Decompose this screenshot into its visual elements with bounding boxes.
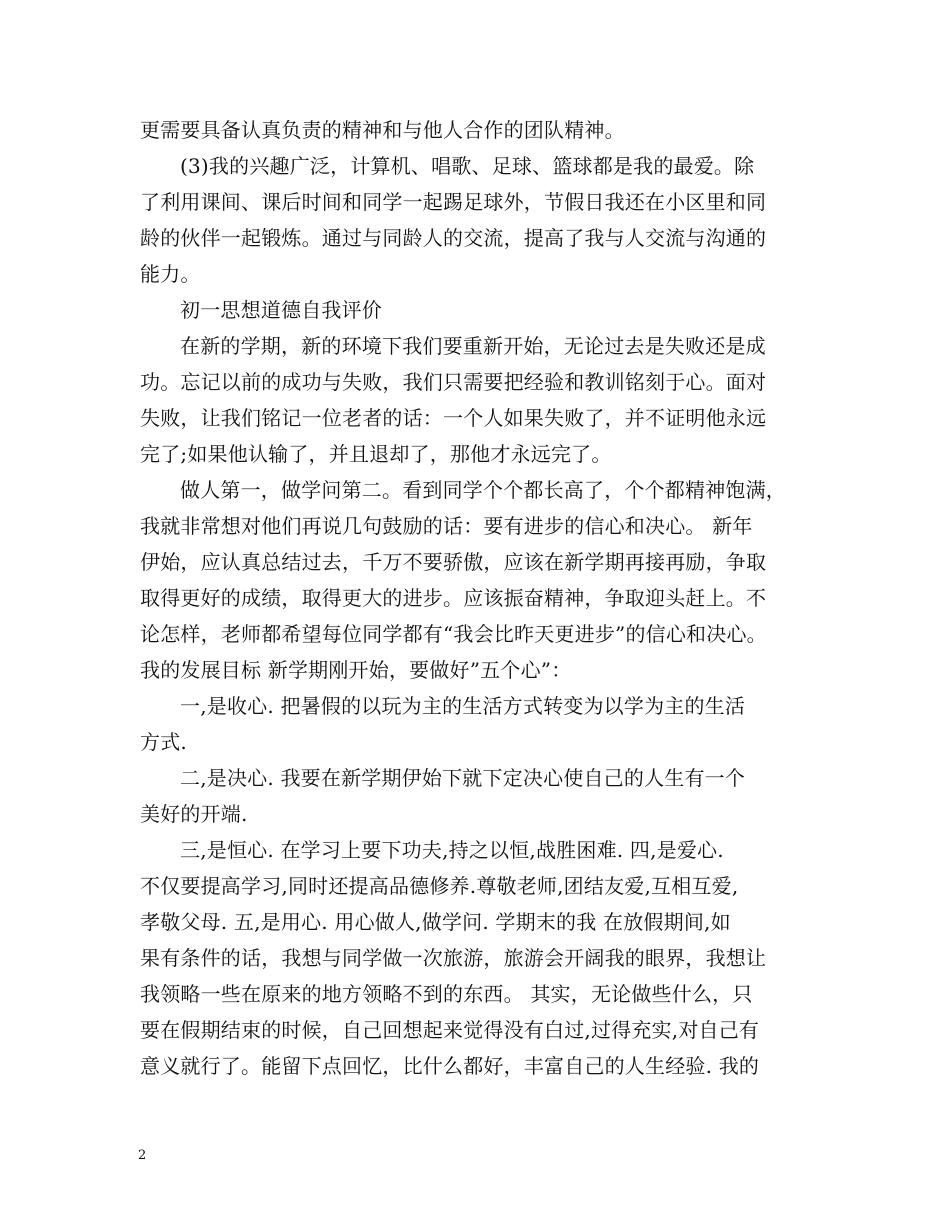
text-line: 了利用课间、课后时间和同学一起踢足球外，节假日我还在小区里和同 [140,190,767,214]
text-line: 二,是决心. 我要在新学期伊始下就下定决心使自己的人生有一个 [180,766,746,790]
page-number: 2 [138,1148,147,1163]
text-line: 在新的学期，新的环境下我们要重新开始，无论过去是失败还是成 [180,334,766,358]
text-line: 不仅要提高学习,同时还提高品德修养.尊敬老师,团结友爱,互相互爱, [140,874,739,898]
text-line: 我领略一些在原来的地方领略不到的东西。 其实，无论做些什么，只 [140,982,753,1006]
text-line: 能力。 [140,262,201,286]
text-line: 方式. [140,730,187,754]
text-line: 完了;如果他认输了，并且退却了，那他才永远完了。 [140,442,612,466]
text-line: 我就非常想对他们再说几句鼓励的话：要有进步的信心和决心。 新年 [140,514,753,538]
text-line: 三,是恒心. 在学习上要下功夫,持之以恒,战胜困难. 四,是爱心. [180,838,724,862]
text-line: 果有条件的话，我想与同学做一次旅游，旅游会开阔我的眼界，我想让 [140,946,767,970]
text-line: 意义就行了。能留下点回忆，比什么都好，丰富自己的人生经验. 我的 [140,1054,760,1078]
text-line: 我的发展目标 新学期刚开始，要做好”五个心”： [140,658,572,682]
text-line: 功。忘记以前的成功与失败，我们只需要把经验和教训铭刻于心。面对 [140,370,767,394]
text-line: 论怎样，老师都希望每位同学都有“我会比昨天更进步”的信心和决心。 [140,622,767,646]
text-line: 孝敬父母. 五,是用心. 用心做人,做学问. 学期末的我 在放假期间,如 [140,910,731,934]
text-line: 更需要具备认真负责的精神和与他人合作的团队精神。 [140,118,625,142]
text-line: 美好的开端. [140,802,248,826]
text-line: (3)我的兴趣广泛，计算机、唱歌、足球、篮球都是我的最爱。除 [180,154,755,178]
text-line: 做人第一，做学问第二。看到同学个个都长高了，个个都精神饱满， [180,478,786,502]
text-line: 伊始，应认真总结过去，千万不要骄傲，应该在新学期再接再励，争取 [140,550,767,574]
text-line: 失败，让我们铭记一位老者的话：一个人如果失败了，并不证明他永远 [140,406,767,430]
text-line: 龄的伙伴一起锻炼。通过与同龄人的交流，提高了我与人交流与沟通的 [140,226,767,250]
text-line: 要在假期结束的时候，自己回想起来觉得没有白过,过得充实,对自己有 [140,1018,760,1042]
text-line: 一,是收心. 把暑假的以玩为主的生活方式转变为以学为主的生活 [180,694,746,718]
section-heading: 初一思想道德自我评价 [180,298,382,322]
text-line: 取得更好的成绩，取得更大的进步。应该振奋精神，争取迎头赶上。不 [140,586,767,610]
